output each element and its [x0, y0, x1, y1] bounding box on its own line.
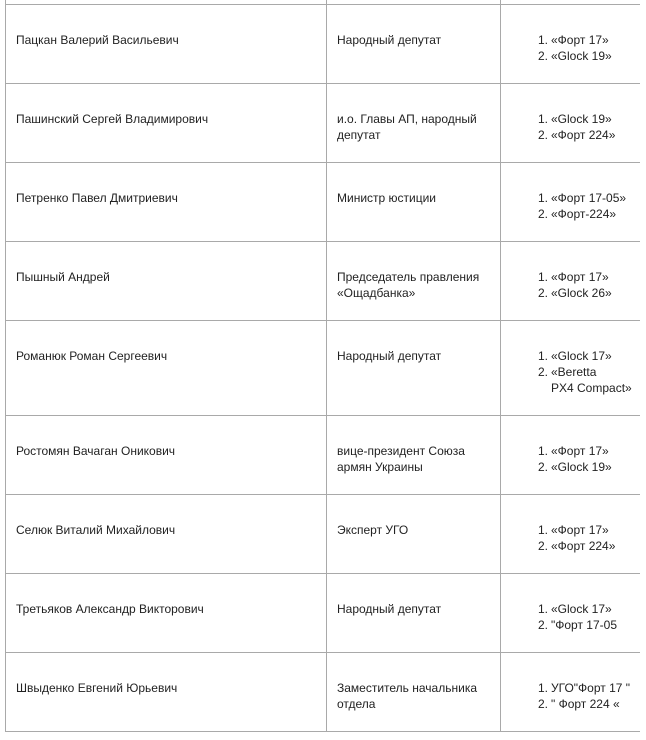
person-name: Романюк Роман Сергеевич	[16, 349, 168, 363]
table-row	[5, 416, 640, 495]
weapon-item: 2. «Форт 224»	[537, 539, 616, 553]
person-name: Петренко Павел Дмитриевич	[16, 191, 178, 205]
table-row	[5, 163, 640, 242]
table-row	[5, 84, 640, 163]
person-name: Пышный Андрей	[16, 270, 110, 284]
weapon-item: 1. «Glock 17»	[537, 349, 612, 363]
person-position: Народный депутат	[337, 602, 442, 616]
person-position: и.о. Главы АП, народный депутат	[337, 112, 477, 142]
table-row	[5, 321, 640, 416]
weapon-item: 1. «Glock 19»	[537, 112, 612, 126]
weapon-item: 2. «Форт 224»	[537, 128, 616, 142]
person-position: Председатель правления «Ощадбанка»	[337, 270, 480, 300]
weapon-item: 2. «Glock 26»	[537, 286, 612, 300]
person-position: Эксперт УГО	[337, 523, 409, 537]
weapons-list	[530, 111, 642, 143]
weapon-item: 2. «Glock 19»	[537, 49, 612, 63]
column-divider	[500, 416, 501, 495]
weapons-list	[530, 32, 642, 64]
person-position: Народный депутат	[337, 349, 442, 363]
weapon-item: 2. «Beretta PX4 Compact»	[537, 365, 632, 395]
person-name: Третьяков Александр Викторович	[16, 602, 204, 616]
person-name: Пашинский Сергей Владимирович	[16, 112, 209, 126]
weapon-item: 1. «Форт 17»	[537, 270, 609, 284]
weapons-list	[530, 348, 642, 396]
table-row	[5, 653, 640, 732]
weapon-item: 1. «Glock 17»	[537, 602, 612, 616]
person-name: Селюк Виталий Михайлович	[16, 523, 176, 537]
column-divider	[500, 653, 501, 732]
person-name: Швыденко Евгений Юрьевич	[16, 681, 178, 695]
weapon-item: 1. «Форт 17»	[537, 523, 609, 537]
weapons-list	[530, 190, 642, 222]
person-position: вице-президент Союза армян Украины	[337, 444, 465, 474]
person-position: Заместитель начальника отдела	[337, 681, 478, 711]
weapons-list	[530, 680, 642, 712]
column-divider	[500, 242, 501, 321]
column-divider	[500, 574, 501, 653]
table-row	[5, 5, 640, 84]
weapon-item: 1. «Форт 17-05»	[537, 191, 627, 205]
column-divider	[500, 5, 501, 84]
weapon-item: 2. "Форт 17-05	[537, 618, 617, 632]
weapon-item: 1. «Форт 17»	[537, 33, 609, 47]
person-position: Министр юстиции	[337, 191, 437, 205]
weapon-item: 1. «Форт 17»	[537, 444, 609, 458]
column-divider	[500, 321, 501, 416]
column-divider	[500, 495, 501, 574]
person-name: Пацкан Валерий Васильевич	[16, 33, 179, 47]
person-position: Народный депутат	[337, 33, 442, 47]
person-name: Ростомян Вачаган Оникович	[16, 444, 176, 458]
weapons-list	[530, 443, 642, 475]
weapon-item: 2. «Форт-224»	[537, 207, 617, 221]
weapons-list	[530, 522, 642, 554]
table-row	[5, 574, 640, 653]
weapon-item: 2. «Glock 19»	[537, 460, 612, 474]
weapon-item: 1. УГО"Форт 17 "	[537, 681, 631, 695]
column-divider	[500, 163, 501, 242]
weapons-list	[530, 601, 642, 633]
column-divider	[500, 84, 501, 163]
table-row	[5, 242, 640, 321]
weapon-item: 2. " Форт 224 «	[537, 697, 620, 711]
officials-table	[5, 0, 640, 732]
table-row	[5, 495, 640, 574]
weapons-list	[530, 269, 642, 301]
